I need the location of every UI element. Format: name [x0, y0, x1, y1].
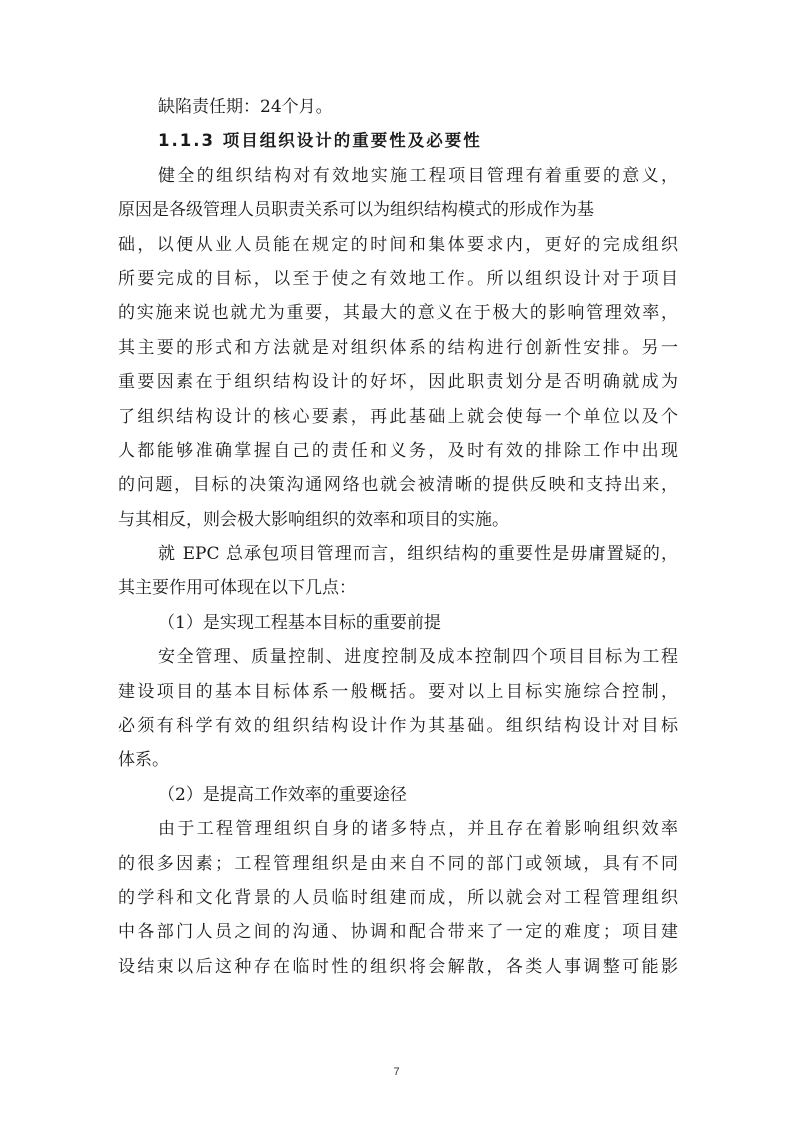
- text-line: 的很多因素；工程管理组织是由来自不同的部门或领域，具有不同: [118, 853, 678, 874]
- text-line: 人都能够准确掌握自己的责任和义务，及时有效的排除工作中出现: [118, 440, 678, 461]
- text-line: 与其相反，则会极大影响组织的效率和项目的实施。: [118, 509, 509, 530]
- text-line: 了组织结构设计的核心要素，再此基础上就会使每一个单位以及个: [118, 406, 678, 427]
- text-line: 体系。: [118, 750, 169, 771]
- page-number: 7: [393, 1066, 400, 1078]
- text-line: 就 EPC 总承包项目管理而言，组织结构的重要性是毋庸置疑的，: [158, 544, 678, 565]
- text-line: 设结束以后这种存在临时性的组织将会解散，各类人事调整可能影: [118, 956, 678, 977]
- text-line: 建设项目的基本目标体系一般概括。要对以上目标实施综合控制，: [118, 681, 678, 702]
- text-line: 重要因素在于组织结构设计的好坏，因此职责划分是否明确就成为: [118, 372, 678, 393]
- section-heading: 1.1.3 项目组织设计的重要性及必要性: [158, 131, 482, 151]
- text-line: 安全管理、质量控制、进度控制及成本控制四个项目目标为工程: [158, 647, 678, 668]
- text-line: 健全的组织结构对有效地实施工程项目管理有着重要的意义，: [158, 165, 678, 186]
- text-line: 原因是各级管理人员职责关系可以为组织结构模式的形成作为基: [118, 200, 594, 221]
- text-line: 其主要作用可体现在以下几点：: [118, 578, 356, 599]
- text-line: 的问题，目标的决策沟通网络也就会被清晰的提供反映和支持出来，: [118, 475, 678, 496]
- text-line: 础，以便从业人员能在规定的时间和集体要求内，更好的完成组织: [118, 234, 678, 255]
- document-body: [118, 90, 678, 984]
- text-line: 由于工程管理组织自身的诸多特点，并且存在着影响组织效率: [158, 819, 678, 840]
- text-line: 所要完成的目标，以至于使之有效地工作。所以组织设计对于项目: [118, 268, 678, 289]
- text-line: 的实施来说也就尤为重要，其最大的意义在于极大的影响管理效率，: [118, 303, 678, 324]
- text-line: 中各部门人员之间的沟通、协调和配合带来了一定的难度；项目建: [118, 922, 678, 943]
- list-item-heading: （1）是实现工程基本目标的重要前提: [158, 612, 441, 633]
- text-line: 缺陷责任期：24个月。: [158, 97, 333, 117]
- text-line: 其主要的形式和方法就是对组织体系的结构进行创新性安排。另一: [118, 337, 678, 358]
- text-line: 必须有科学有效的组织结构设计作为其基础。组织结构设计对目标: [118, 716, 678, 737]
- text-line: 的学科和文化背景的人员临时组建而成，所以就会对工程管理组织: [118, 887, 678, 908]
- list-item-heading: （2）是提高工作效率的重要途径: [158, 784, 407, 805]
